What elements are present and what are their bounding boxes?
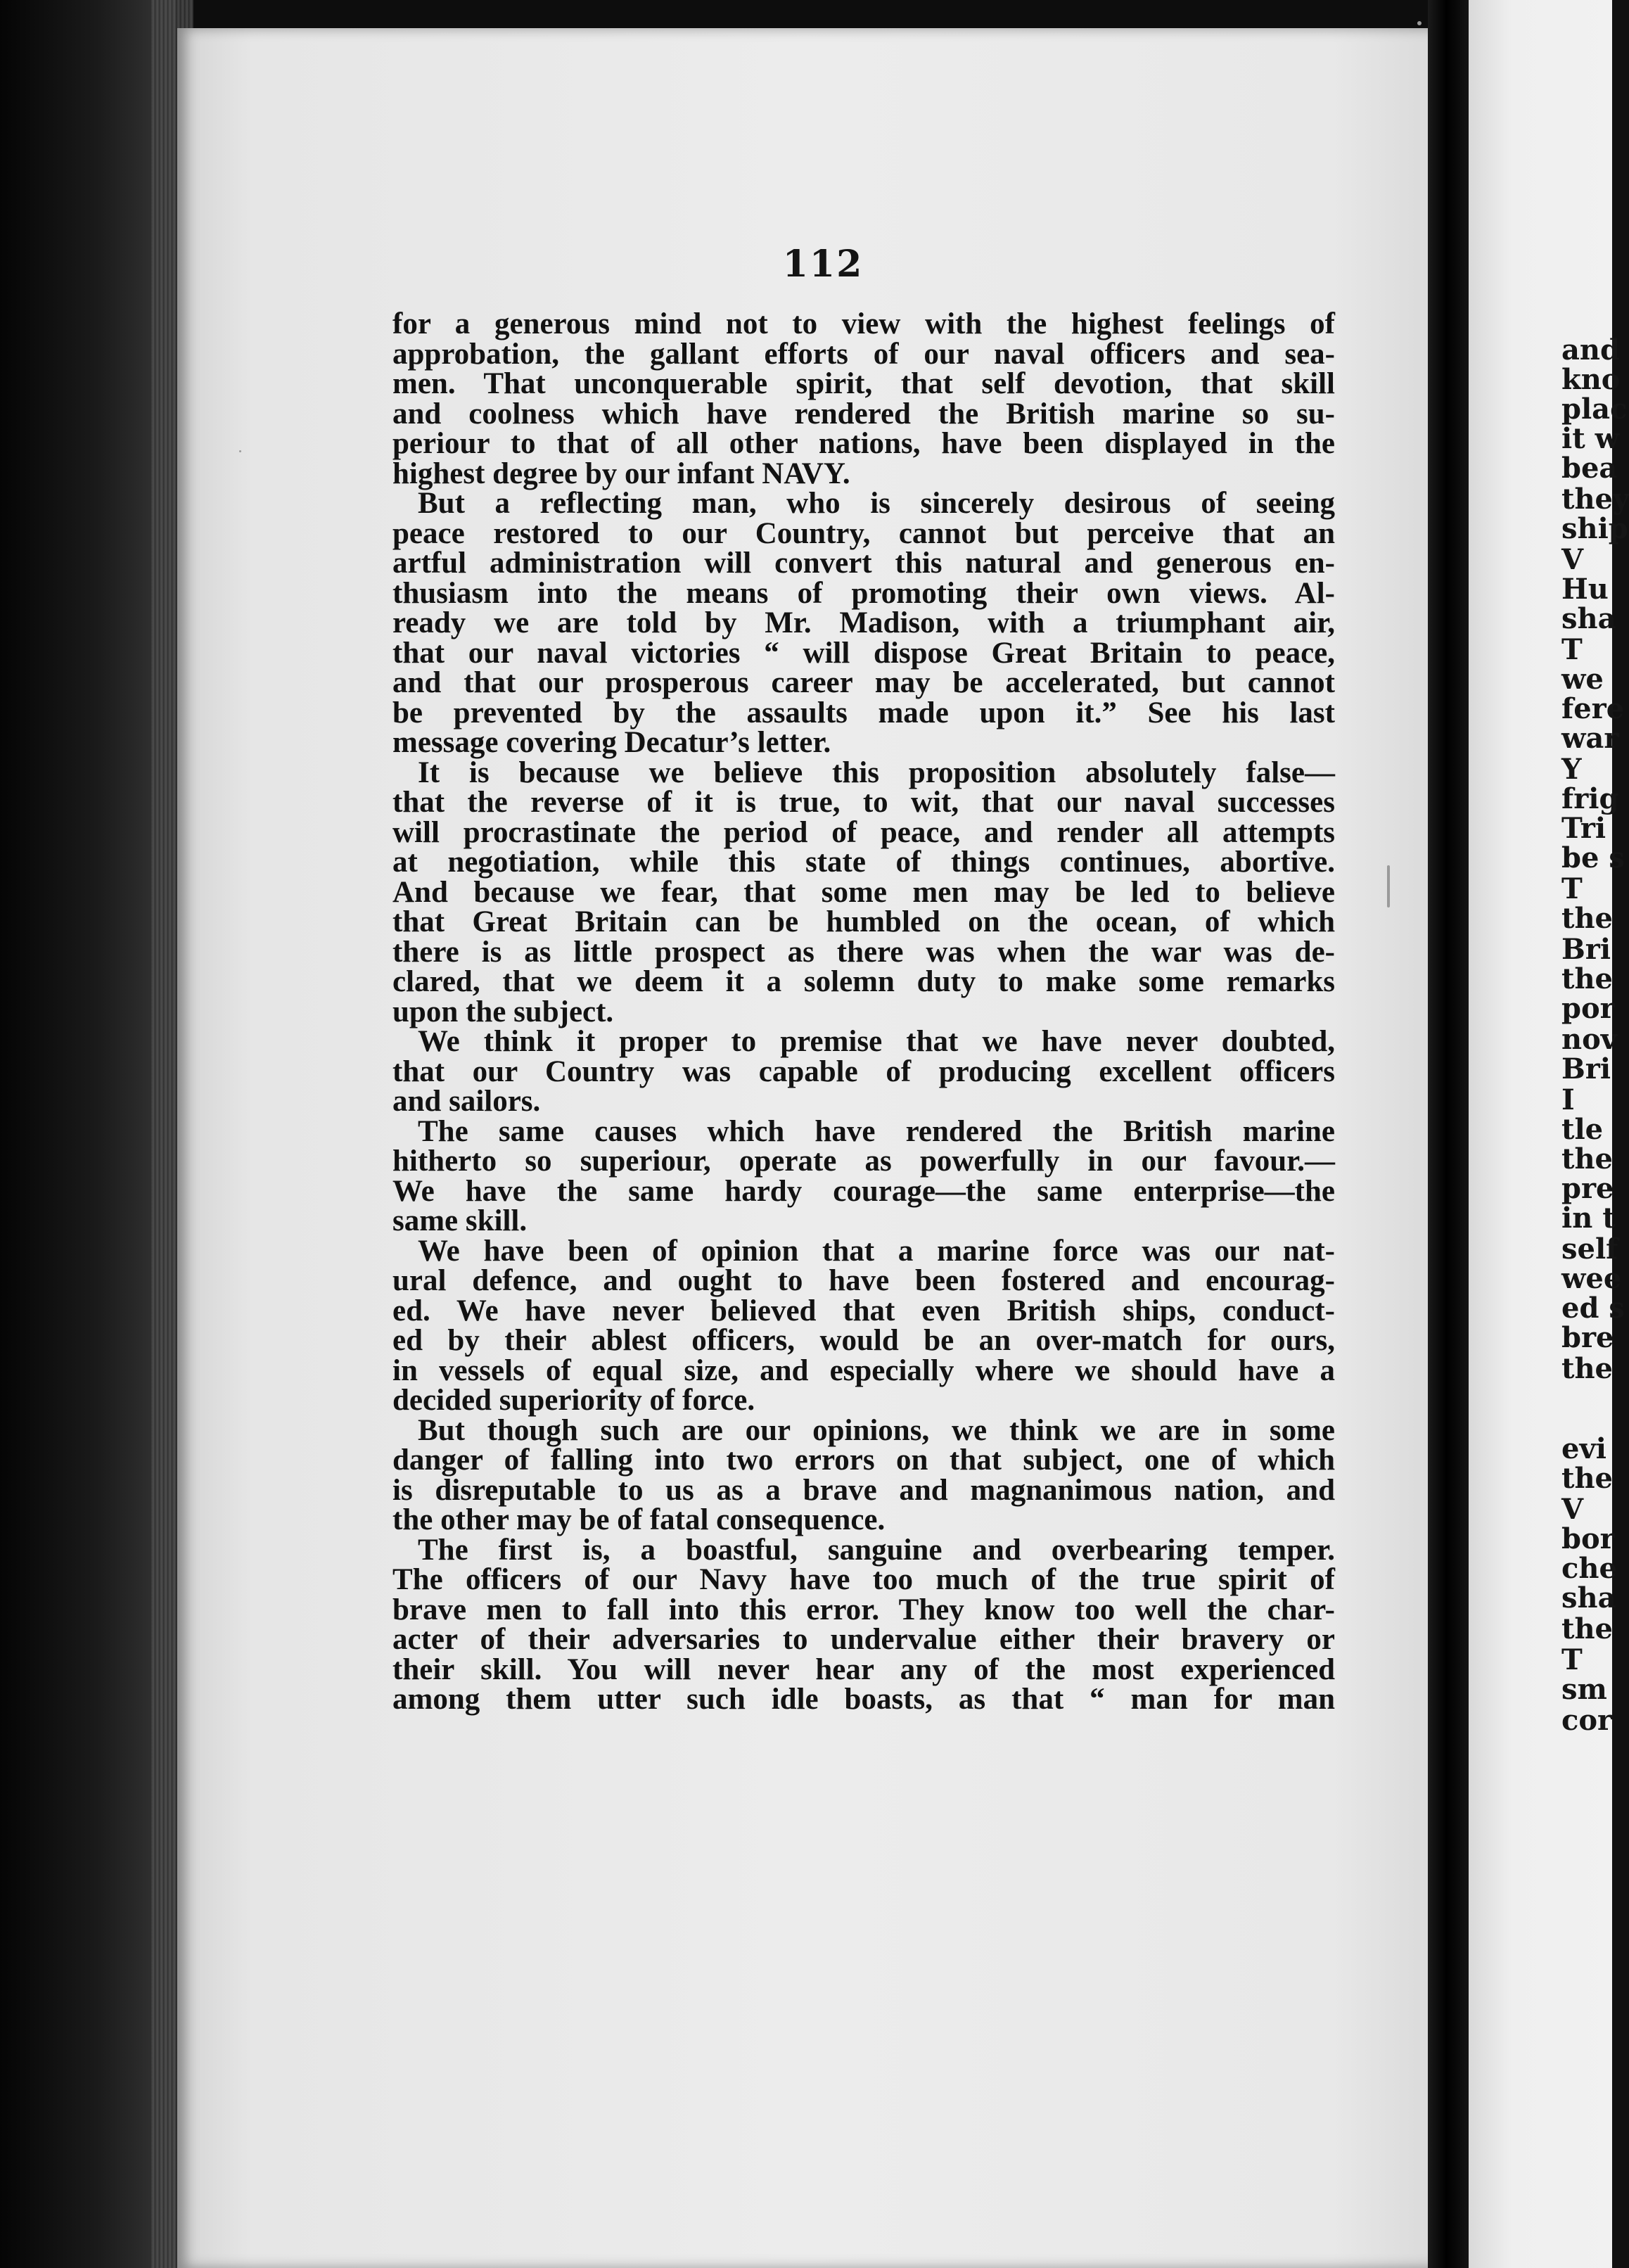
facing-page-text-fragment: Hu	[1561, 573, 1609, 606]
facing-page-text-fragment: che	[1561, 1552, 1617, 1585]
facing-page-text-fragment: bea	[1561, 452, 1618, 485]
facing-page-text-fragment: bre	[1561, 1321, 1614, 1354]
text-line: We think it proper to premise that we have never doubted,	[418, 1025, 1335, 1058]
facing-page-text-fragment: por	[1561, 992, 1615, 1025]
text-line: is disreputable to us as a brave and magnanimous nation, and	[392, 1473, 1335, 1507]
text-line: ural defence, and ought to have been fostered and encourag-	[392, 1264, 1335, 1297]
text-line: We have the same hardy courage—the same enterprise—the	[392, 1174, 1335, 1208]
facing-page-text-fragment: we	[1561, 663, 1604, 696]
facing-page-text-fragment: it w	[1561, 422, 1620, 455]
scan-speck	[239, 450, 241, 452]
facing-page-text-fragment: be s	[1561, 841, 1625, 874]
facing-page-text-fragment: T	[1561, 633, 1583, 666]
page-body-text	[392, 307, 1335, 1716]
text-line: hitherto so superiour, operate as powerfully in our favour.—	[392, 1145, 1335, 1178]
facing-page-text-fragment: Bri	[1561, 933, 1611, 966]
text-line: among them utter such idle boasts, as that “ man for man	[392, 1683, 1335, 1716]
text-line: clared, that we deem it a solemn duty to make some remarks	[392, 965, 1335, 998]
text-line: same skill.	[392, 1204, 528, 1237]
book-binding	[0, 0, 176, 2268]
text-line: for a generous mind not to view with the highest feelings of	[392, 307, 1335, 340]
facing-page-text-fragment: sha	[1561, 1581, 1616, 1614]
facing-page-text-fragment: the	[1561, 1142, 1614, 1176]
text-line: that Great Britain can be humbled on the ocean, of which	[392, 905, 1335, 938]
facing-page-text-fragment: T	[1561, 1643, 1583, 1676]
text-line: The officers of our Navy have too much of the true spirit of	[392, 1563, 1335, 1596]
facing-page-text-fragment: T	[1561, 872, 1583, 905]
facing-page-text-fragment: the	[1561, 962, 1614, 995]
text-line: But though such are our opinions, we think we are in some	[418, 1413, 1335, 1447]
text-line: danger of falling into two errors on that subject, one of which	[392, 1444, 1335, 1477]
facing-page-text-fragment: cor	[1561, 1704, 1613, 1737]
facing-page	[1469, 0, 1629, 2268]
facing-page-text-fragment: ship	[1561, 512, 1628, 545]
facing-page-text-fragment: Tri	[1561, 812, 1606, 845]
text-line: there is as little prospect as there was when the war was de-	[392, 935, 1335, 969]
text-line: artful administration will convert this natural and generous en-	[392, 547, 1335, 580]
page-number: 112	[782, 243, 864, 286]
facing-page-text-fragment: Y	[1561, 753, 1582, 786]
facing-page-text-fragment: the	[1561, 1462, 1614, 1495]
text-line: that our naval victories “ will dispose Great Britain to peace,	[392, 636, 1335, 670]
facing-page-text-fragment: ed s	[1561, 1292, 1625, 1325]
facing-page-text-fragment: sha	[1561, 602, 1616, 635]
facing-page-text-fragment: evi	[1561, 1432, 1606, 1465]
scan-speck	[1417, 21, 1422, 25]
facing-page-text-fragment: I	[1561, 1083, 1575, 1116]
facing-page-text-fragment: V	[1561, 1493, 1584, 1526]
facing-page-text-fragment: nov	[1561, 1023, 1618, 1056]
text-line: and that our prosperous career may be accelerated, but cannot	[392, 666, 1335, 699]
text-line: message covering Decatur’s letter.	[392, 726, 831, 759]
facing-page-text-fragment: the	[1561, 902, 1614, 935]
text-line: that the reverse of it is true, to wit, that our naval successes	[392, 786, 1335, 819]
facing-page-text-fragment: the	[1561, 1612, 1614, 1645]
text-line: ed. We have never believed that even British ships, conduct-	[392, 1294, 1335, 1327]
facing-page-text-fragment: bor	[1561, 1522, 1615, 1555]
facing-page-text-fragment: fere	[1561, 692, 1625, 725]
text-line: the other may be of fatal consequence.	[392, 1503, 886, 1536]
page-gutter	[1428, 0, 1469, 2268]
text-line: will procrastinate the period of peace, and render all attempts	[392, 815, 1335, 849]
text-line: and sailors.	[392, 1085, 541, 1118]
facing-page-text-fragment: self	[1561, 1232, 1618, 1266]
text-line: But a reflecting man, who is sincerely desirous of seeing	[418, 487, 1335, 520]
text-line: and coolness which have rendered the British marine so su-	[392, 397, 1335, 431]
text-line: It is because we believe this proposition absolutely false—	[418, 756, 1335, 789]
text-line: men. That unconquerable spirit, that self devotion, that skill	[392, 367, 1335, 400]
text-line: peace restored to our Country, cannot but perceive that an	[392, 516, 1335, 550]
facing-page-text-fragment: war	[1561, 722, 1619, 755]
scan-speck	[1387, 865, 1390, 907]
text-line: their skill. You will never hear any of the most experienced	[392, 1652, 1335, 1686]
text-line: We have been of opinion that a marine force was our nat-	[418, 1234, 1335, 1268]
facing-page-text-fragment: Bri	[1561, 1052, 1611, 1085]
text-line: that our Country was capable of producing excellent officers	[392, 1055, 1335, 1088]
facing-page-text-fragment: sm	[1561, 1673, 1607, 1706]
facing-page-text-fragment: V	[1561, 543, 1584, 576]
text-line: periour to that of all other nations, have been displayed in the	[392, 427, 1335, 460]
facing-page-text-fragment: the	[1561, 1352, 1614, 1385]
text-line: highest degree by our infant NAVY.	[392, 457, 850, 490]
facing-page-text-fragment: they	[1561, 483, 1629, 516]
facing-page-text-fragment: plac	[1561, 393, 1628, 426]
text-line: be prevented by the assaults made upon it.” See his last	[392, 696, 1335, 730]
text-line: thusiasm into the means of promoting their own views. Al-	[392, 576, 1335, 610]
text-line: ed by their ablest officers, would be an over-match for ours,	[392, 1324, 1335, 1357]
facing-page-text-fragment: and	[1561, 333, 1620, 367]
text-line: decided superiority of force.	[392, 1384, 755, 1417]
text-line: approbation, the gallant efforts of our naval officers and sea-	[392, 337, 1335, 371]
text-line: ready we are told by Mr. Madison, with a triumphant air,	[392, 606, 1335, 639]
facing-page-text-fragment: tle	[1561, 1113, 1604, 1146]
text-line: acter of their adversaries to undervalue either their bravery or	[392, 1623, 1335, 1656]
text-line: And because we fear, that some men may be led to believe	[392, 875, 1335, 909]
text-line: upon the subject.	[392, 995, 614, 1028]
facing-page-text-fragment: kno	[1561, 363, 1621, 396]
facing-page-text-fragment: wee	[1561, 1262, 1622, 1295]
text-line: in vessels of equal size, and especially where we should have a	[392, 1353, 1335, 1387]
text-line: The same causes which have rendered the British marine	[418, 1114, 1335, 1148]
text-line: The first is, a boastful, sanguine and overbearing temper.	[418, 1533, 1335, 1567]
text-line: at negotiation, while this state of things continues, abortive.	[392, 846, 1335, 879]
facing-page-text-fragment: pre	[1561, 1172, 1614, 1205]
facing-page-text-fragment: in t	[1561, 1202, 1616, 1235]
facing-page-text-fragment: frig	[1561, 782, 1619, 815]
text-line: brave men to fall into this error. They know too well the char-	[392, 1593, 1335, 1626]
